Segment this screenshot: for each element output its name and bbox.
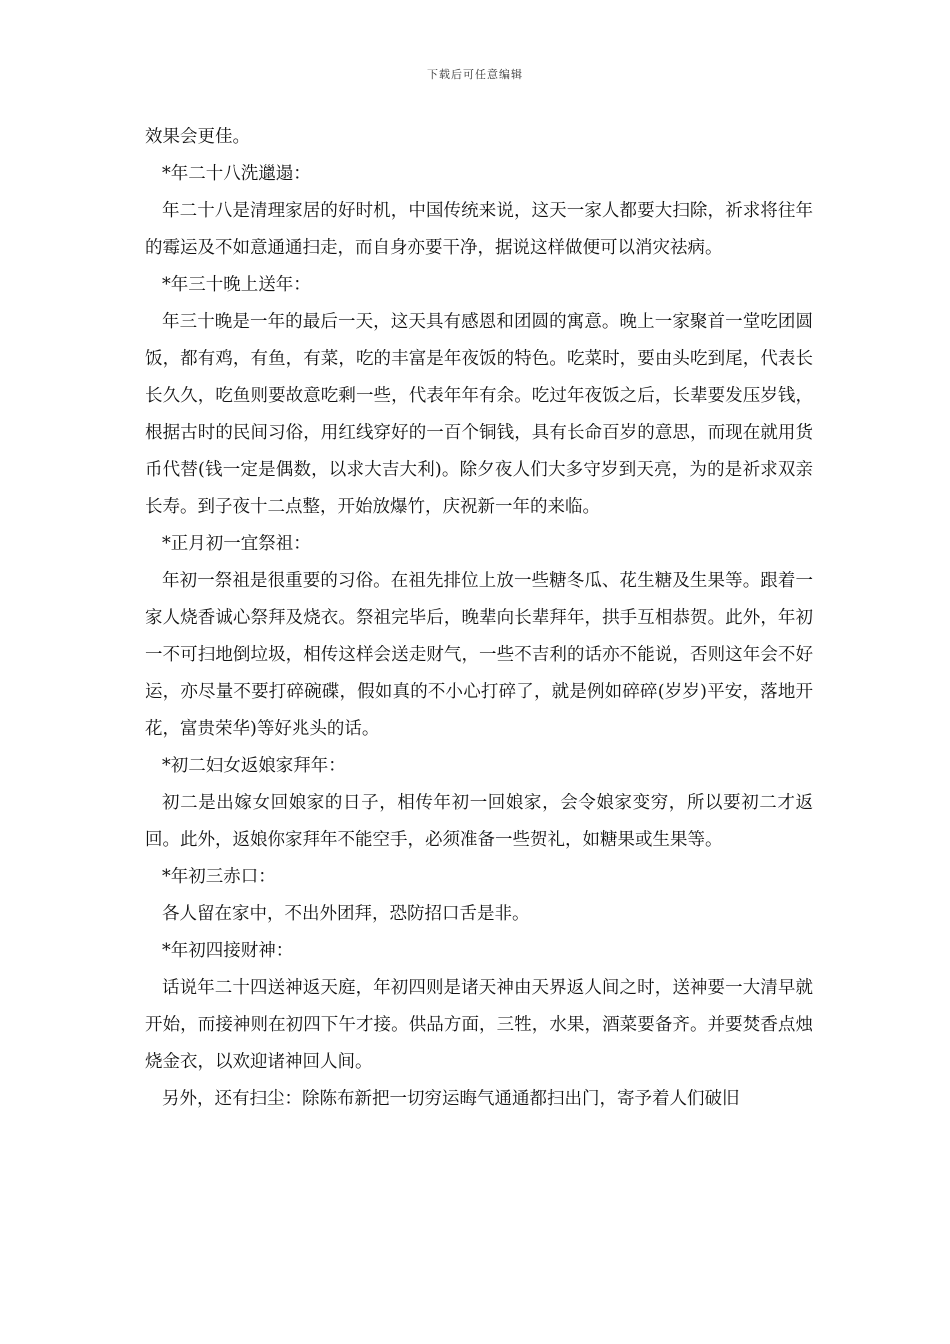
- paragraph-continued: 效果会更佳。: [145, 127, 250, 147]
- section-heading-day2: *初二妇女返娘家拜年：: [162, 756, 346, 776]
- section-heading-day3: *年初三赤口：: [162, 867, 276, 887]
- paragraph-day28: 年二十八是清理家居的好时机，中国传统来说，这天一家人都要大扫除，祈求将往年的霉运及不如意通通扫走，而自身亦要干净，据说这样做便可以消灾祛病。: [145, 201, 813, 258]
- section-heading-day28: *年二十八洗邋遢：: [162, 164, 311, 184]
- section-heading-day4: *年初四接财神：: [162, 941, 294, 961]
- document-body: [145, 119, 813, 1118]
- paragraph-day30: 年三十晚是一年的最后一天，这天具有感恩和团圆的寓意。晚上一家聚首一堂吃团圆饭，都有鸡，有鱼，有菜，吃的丰富是年夜饭的特色。吃菜时，要由头吃到尾，代表长长久久，吃鱼则要故意吃剩一些，代表年年有余。吃过年夜饭之后，长辈要发压岁钱，根据古时的民间习俗，用红线穿好的一百个铜钱，具有长命百岁的意思，而现在就用货币代替(钱一定是偶数，以求大吉大利)。除夕夜人们大多守岁到天亮，为的是祈求双亲长寿。到子夜十二点整，开始放爆竹，庆祝新一年的来临。: [145, 312, 813, 517]
- paragraph-day3: 各人留在家中，不出外团拜，恐防招口舌是非。: [162, 904, 530, 924]
- paragraph-sweeping: 另外，还有扫尘：除陈布新把一切穷运晦气通通都扫出门，寄予着人们破旧: [162, 1089, 740, 1109]
- section-heading-day1: *正月初一宜祭祖：: [162, 534, 311, 554]
- paragraph-day2: 初二是出嫁女回娘家的日子，相传年初一回娘家，会令娘家变穷，所以要初二才返回。此外，返娘你家拜年不能空手，必须准备一些贺礼，如糖果或生果等。: [145, 793, 813, 850]
- page-header: 下载后可任意编辑: [427, 68, 523, 81]
- paragraph-day1: 年初一祭祖是很重要的习俗。在祖先排位上放一些糖冬瓜、花生糖及生果等。跟着一家人烧香诚心祭拜及烧衣。祭祖完毕后，晚辈向长辈拜年，拱手互相恭贺。此外，年初一不可扫地倒垃圾，相传这样会送走财气，一些不吉利的话亦不能说，否则这年会不好运，亦尽量不要打碎碗碟，假如真的不小心打碎了，就是例如碎碎(岁岁)平安，落地开花，富贵荣华)等好兆头的话。: [145, 571, 813, 739]
- section-heading-day30: *年三十晚上送年：: [162, 275, 311, 295]
- paragraph-day4: 话说年二十四送神返天庭，年初四则是诸天神由天界返人间之时，送神要一大清早就开始，而接神则在初四下午才接。供品方面，三牲，水果，酒菜要备齐。并要焚香点烛烧金衣，以欢迎诸神回人间。: [145, 978, 813, 1072]
